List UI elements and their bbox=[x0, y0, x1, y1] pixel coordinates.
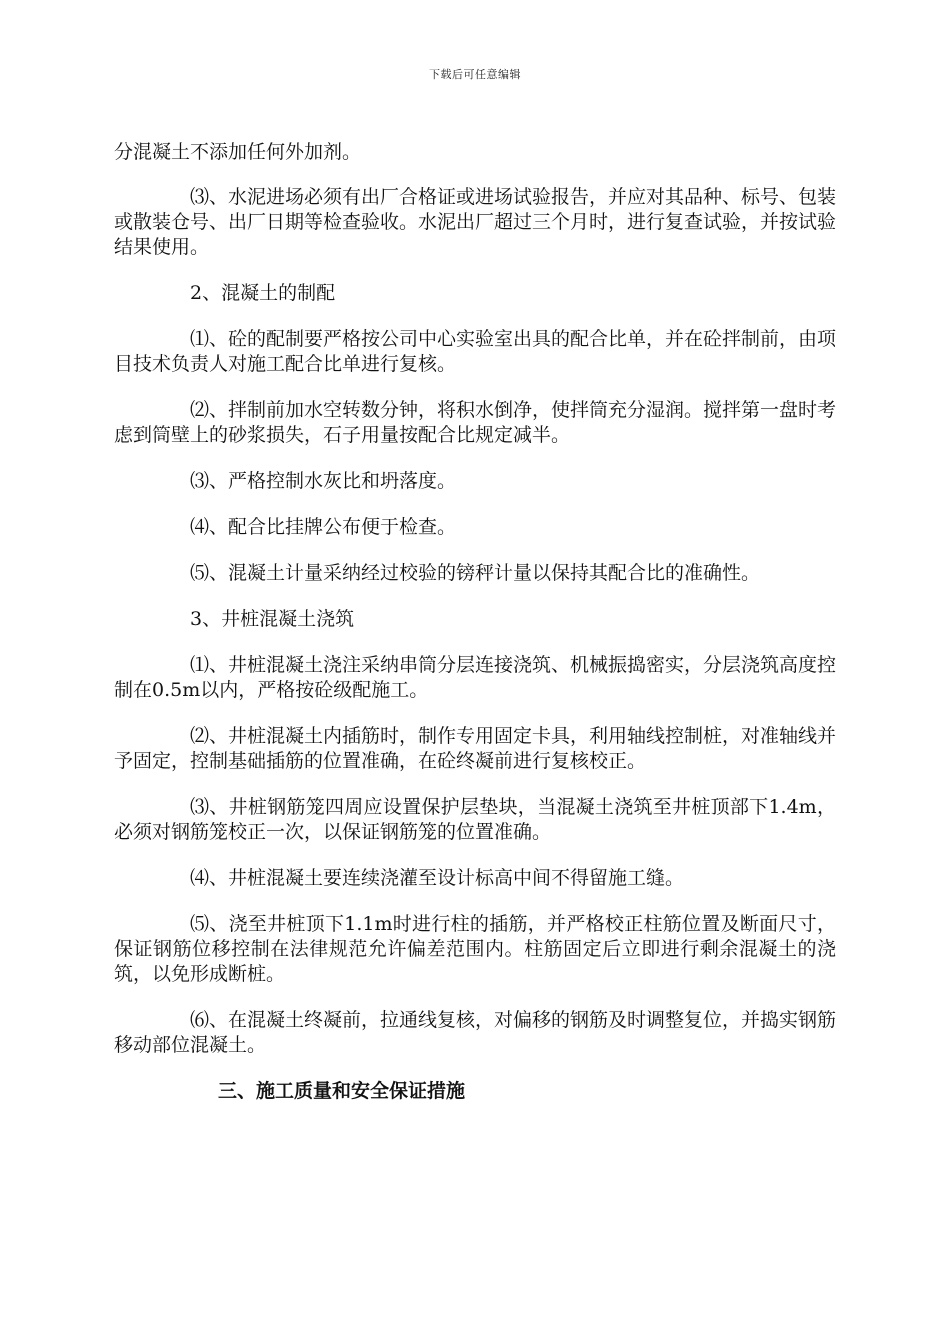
paragraph-continuation: 分混凝土不添加任何外加剂。 bbox=[114, 141, 362, 163]
paragraph-mix-sign: ⑷、配合比挂牌公布便于检查。 bbox=[190, 516, 457, 538]
paragraph-final-check: ⑹、在混凝土终凝前，拉通线复核，对偏移的钢筋及时调整复位，并捣实钢筋移动部位混凝土。 bbox=[114, 1009, 837, 1056]
paragraph-continuous-pouring: ⑷、井桩混凝土要连续浇灌至设计标高中间不得留施工缝。 bbox=[190, 867, 685, 889]
paragraph-rebar-cage: ⑶、井桩钢筋笼四周应设置保护层垫块，当混凝土浇筑至井桩顶部下1.4m，必须对钢筋笼校正一次，以保证钢筋笼的位置准确。 bbox=[114, 796, 836, 843]
paragraph-mix-ratio: ⑴、砼的配制要严格按公司中心实验室出具的配合比单，并在砼拌制前，由项目技术负责人对施工配合比单进行复核。 bbox=[114, 328, 837, 375]
paragraph-metering: ⑸、混凝土计量采纳经过校验的镑秤计量以保持其配合比的准确性。 bbox=[190, 562, 761, 584]
section-title: 三、施工质量和安全保证措施 bbox=[218, 1080, 466, 1102]
paragraph-cement-inspection: ⑶、水泥进场必须有出厂合格证或进场试验报告，并应对其品种、标号、包装或散装仓号、出厂日期等检查验收。水泥出厂超过三个月时，进行复查试验，并按试验结果使用。 bbox=[114, 186, 837, 258]
subheading-concrete-mixing: 2、混凝土的制配 bbox=[190, 282, 336, 304]
page-header: 下载后可任意编辑 bbox=[429, 68, 521, 81]
paragraph-column-rebar: ⑸、浇至井桩顶下1.1m时进行柱的插筋，并严格校正柱筋位置及断面尺寸，保证钢筋位移控制在法律规范允许偏差范围内。柱筋固定后立即进行剩余混凝土的浇筑，以免形成断桩。 bbox=[114, 913, 836, 985]
subheading-pile-pouring: 3、井桩混凝土浇筑 bbox=[190, 608, 355, 630]
paragraph-premix-water: ⑵、拌制前加水空转数分钟，将积水倒净，使拌筒充分湿润。搅拌第一盘时考虑到筒壁上的砂浆损失，石子用量按配合比规定减半。 bbox=[114, 399, 837, 446]
paragraph-rebar-insertion: ⑵、井桩混凝土内插筋时，制作专用固定卡具，利用轴线控制桩，对准轴线并予固定，控制基础插筋的位置准确，在砼终凝前进行复核校正。 bbox=[114, 725, 837, 772]
paragraph-layered-pouring: ⑴、井桩混凝土浇注采纳串筒分层连接浇筑、机械振捣密实，分层浇筑高度控制在0.5m以内，严格按砼级配施工。 bbox=[114, 654, 837, 701]
paragraph-water-cement-ratio: ⑶、严格控制水灰比和坍落度。 bbox=[190, 470, 457, 492]
document-body bbox=[114, 140, 836, 1104]
